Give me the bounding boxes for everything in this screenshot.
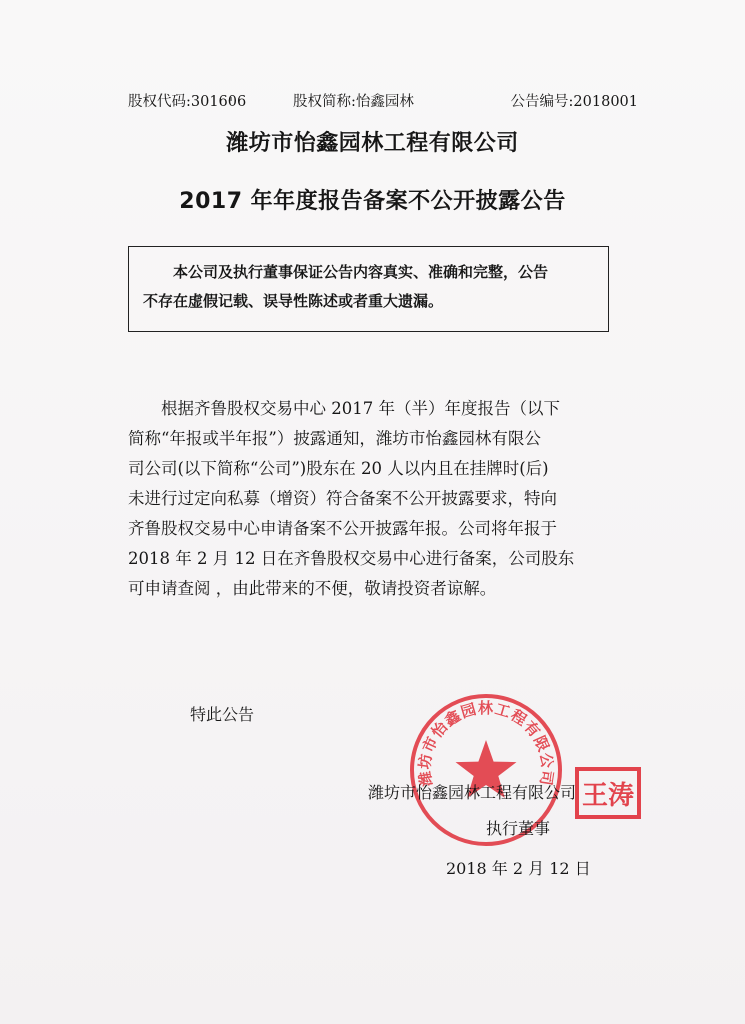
signer-role: 执行董事 [486, 819, 551, 838]
seal-text: 潍坊市怡鑫园林工程有限公司 [415, 699, 557, 788]
closing-remark: 特此公告 [190, 705, 255, 724]
disclaimer-line-2: 不存在虚假记载、误导性陈述或者重大遗漏。 [143, 292, 444, 310]
stock-abbreviation: 股权简称:怡鑫园林 [293, 94, 414, 110]
header-row [128, 90, 638, 112]
notice-title: 2017 年年度报告备案不公开披露公告 [179, 189, 566, 214]
company-title: 潍坊市怡鑫园林工程有限公司 [226, 131, 519, 156]
signer-date: 2018 年 2 月 12 日 [446, 859, 591, 878]
body-line: 未进行过定向私募（增资）符合备案不公开披露要求，特向 [128, 489, 557, 508]
body-paragraph [128, 394, 638, 604]
disclaimer-line-1: 本公司及执行董事保证公告内容真实、准确和完整，公告 [173, 263, 549, 281]
stock-code: 股权代码:301606 [128, 94, 247, 110]
body-line: 根据齐鲁股权交易中心 2017 年（半）年度报告（以下 [128, 399, 560, 418]
signer-company: 潍坊市怡鑫园林工程有限公司 [368, 783, 577, 802]
body-line: 简称“年报或半年报”）披露通知，潍坊市怡鑫园林有限公 [128, 429, 541, 448]
director-name-stamp [574, 766, 642, 820]
body-line: 齐鲁股权交易中心申请备案不公开披露年报。公司将年报于 [128, 519, 557, 538]
disclaimer-box [128, 246, 609, 332]
body-line: 2018 年 2 月 12 日在齐鲁股权交易中心进行备案，公司股东 [128, 549, 575, 568]
body-line: 可申请查阅 ，由此带来的不便，敬请投资者谅解。 [128, 579, 497, 598]
body-line: 司公司(以下简称“公司”)股东在 20 人以内且在挂牌时(后) [128, 459, 549, 478]
notice-number: 公告编号:2018001 [510, 94, 638, 110]
name-stamp-text: 王涛 [581, 781, 635, 811]
